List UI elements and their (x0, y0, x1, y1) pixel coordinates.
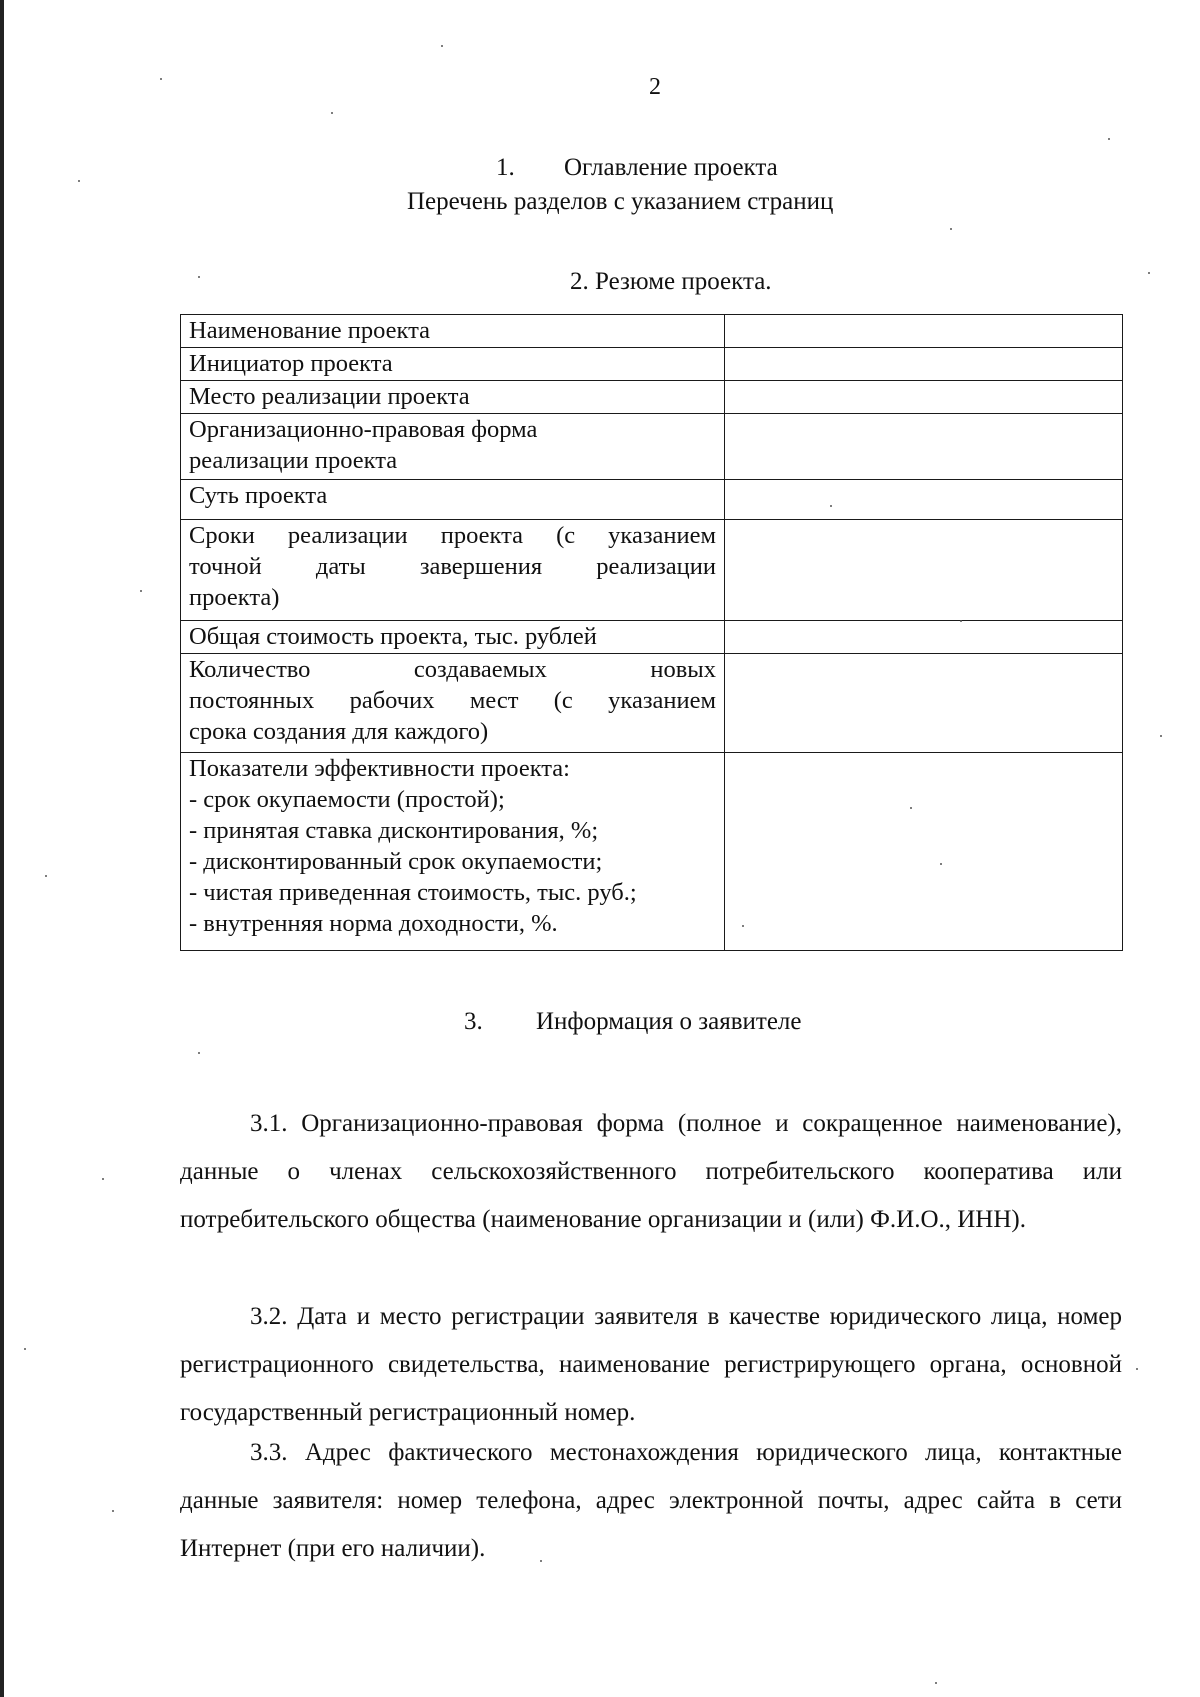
table-row (181, 654, 1123, 753)
scan-speck (950, 228, 952, 230)
scan-speck (160, 78, 162, 80)
table-row-value (725, 621, 1123, 654)
scan-binding-edge (0, 0, 4, 1697)
table-row (181, 753, 1123, 951)
section-3-number: 3. (464, 1008, 483, 1035)
section-1-title: Оглавление проекта (564, 154, 778, 181)
scan-speck (1108, 138, 1110, 140)
label-line: - срок окупаемости (простой); (189, 786, 505, 813)
label-line: срока создания для каждого) (189, 718, 489, 745)
paragraph-text: 3.2. Дата и место регистрации заявителя в качестве юридического лица, номер регистрационного свидетельства, наименование регистрирующего органа, основной государственный регистрационный номер. (180, 1303, 1122, 1426)
table-row-label (181, 753, 725, 951)
paragraph-text: 3.3. Адрес фактического местонахождения юридического лица, контактные данные заявителя: номер телефона, адрес электронной почты, адрес сайта в сети Интернет (при его наличии). (180, 1439, 1122, 1562)
label-line: Суть проекта (189, 482, 328, 509)
section-1-subtitle: Перечень разделов с указанием страниц (407, 188, 834, 215)
table-row-label (181, 480, 725, 520)
scan-speck (331, 112, 333, 114)
section-1-number: 1. (496, 154, 515, 181)
table-row-value (725, 753, 1123, 951)
scan-speck (102, 1178, 104, 1180)
label-line: - чистая приведенная стоимость, тыс. руб.; (189, 879, 637, 906)
label-line: реализации проекта (189, 447, 398, 474)
scan-speck (45, 875, 47, 877)
section-3-title: Информация о заявителе (536, 1008, 802, 1035)
table-row-label (181, 348, 725, 381)
page-number: 2 (649, 74, 661, 100)
section-1-heading (496, 154, 778, 182)
table-row-label (181, 621, 725, 654)
section-2-heading: 2. Резюме проекта. (570, 268, 772, 295)
paragraph-3-2 (180, 1293, 1122, 1437)
label-line: Количество создаваемых новых (189, 656, 716, 683)
scan-speck (78, 180, 80, 182)
paragraph-3-1 (180, 1100, 1122, 1244)
table-row-label (181, 381, 725, 414)
table-row-value (725, 480, 1123, 520)
label-line: Показатели эффективности проекта: (189, 755, 570, 782)
label-line: Общая стоимость проекта, тыс. рублей (189, 623, 597, 650)
paragraph-text: 3.1. Организационно-правовая форма (полное и сокращенное наименование), данные о членах сельскохозяйственного потребительского кооператива или потребительского общества (наименование организации и (или) Ф.И.О., ИНН). (180, 1110, 1122, 1233)
scan-speck (1148, 272, 1150, 274)
table-row (181, 480, 1123, 520)
table-row-value (725, 414, 1123, 480)
table-row-value (725, 348, 1123, 381)
table-row-value (725, 654, 1123, 753)
scan-speck (960, 620, 962, 622)
scan-speck (198, 276, 200, 278)
scan-speck (935, 1682, 937, 1684)
scan-speck (830, 505, 832, 507)
label-line: проекта) (189, 584, 280, 611)
label-line: постоянных рабочих мест (с указанием (189, 687, 716, 714)
scan-speck (198, 1052, 200, 1054)
table-row-label (181, 654, 725, 753)
label-line: - дисконтированный срок окупаемости; (189, 848, 603, 875)
paragraph-3-3 (180, 1429, 1122, 1573)
label-line: Организационно-правовая форма (189, 416, 538, 443)
table-row (181, 348, 1123, 381)
scan-speck (540, 1560, 542, 1562)
table-row (181, 520, 1123, 621)
scan-speck (742, 925, 744, 927)
label-line: Сроки реализации проекта (с указанием (189, 522, 716, 549)
scan-speck (24, 1348, 26, 1350)
label-line: Наименование проекта (189, 317, 431, 344)
table-row-label (181, 414, 725, 480)
project-resume-table (180, 314, 1123, 951)
table-row (181, 315, 1123, 348)
table-row-label (181, 315, 725, 348)
scan-speck (1136, 1368, 1138, 1370)
scan-speck (441, 45, 443, 47)
scan-speck (112, 1510, 114, 1512)
label-line: Инициатор проекта (189, 350, 393, 377)
label-line: - принятая ставка дисконтирования, %; (189, 817, 599, 844)
scan-speck (910, 807, 912, 809)
scan-speck (140, 590, 142, 592)
label-line: точной даты завершения реализации (189, 553, 716, 580)
table-row (181, 414, 1123, 480)
section-3-heading (464, 1008, 802, 1036)
scan-speck (1160, 735, 1162, 737)
label-line: Место реализации проекта (189, 383, 470, 410)
table-row (181, 621, 1123, 654)
table-row-value (725, 315, 1123, 348)
table-row-label (181, 520, 725, 621)
table-row (181, 381, 1123, 414)
label-line: - внутренняя норма доходности, %. (189, 910, 558, 937)
table-row-value (725, 381, 1123, 414)
table-row-value (725, 520, 1123, 621)
scan-speck (940, 863, 942, 865)
